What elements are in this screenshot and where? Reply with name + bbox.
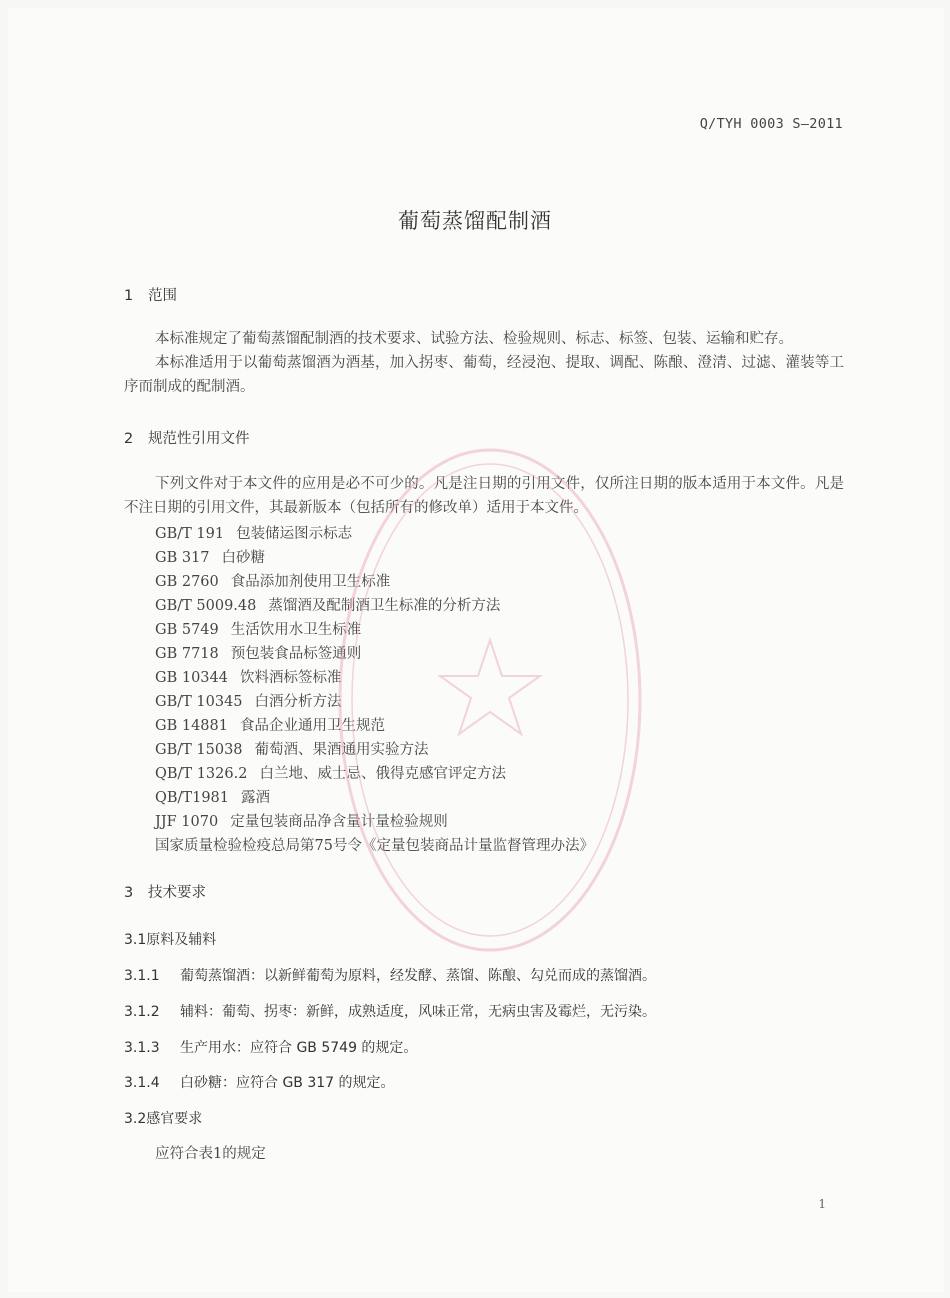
reference-item: GB 14881 食品企业通用卫生规范: [155, 718, 385, 734]
section-2-heading: [124, 427, 250, 448]
reference-item: JJF 1070 定量包装商品净含量计量检验规则: [155, 814, 448, 830]
clause-3-1-3: [124, 1037, 417, 1057]
document-number: Q/TYH 0003 S—2011: [699, 116, 843, 132]
reference-item: GB/T 15038 葡萄酒、果酒通用实验方法: [155, 742, 429, 758]
reference-item: GB 10344 饮料酒标签标准: [155, 670, 342, 686]
section-number: 2: [124, 431, 134, 447]
section-1-paragraph-1: 本标准规定了葡萄蒸馏配制酒的技术要求、试验方法、检验规则、标志、标签、包装、运输和贮存。: [155, 331, 793, 347]
reference-item: QB/T1981 露酒: [155, 790, 271, 806]
subsection-number: 3.1: [124, 932, 147, 948]
subsection-title: 感官要求: [146, 1111, 203, 1127]
subsection-3-1-heading: [124, 929, 216, 949]
section-title: 范围: [148, 288, 177, 304]
clause-number: 3.1.1: [124, 968, 160, 984]
reference-item-regulation: 国家质量检验检疫总局第75号令《定量包装商品计量监督管理办法》: [155, 838, 594, 854]
reference-item: GB 317 白砂糖: [155, 550, 266, 566]
reference-item: GB 7718 预包装食品标签通则: [155, 646, 362, 662]
clause-number: 3.1.3: [124, 1040, 160, 1056]
reference-item: GB/T 191 包装储运图示标志: [155, 526, 353, 542]
section-2-intro: 下列文件对于本文件的应用是必不可少的。凡是注日期的引用文件，仅所注日期的版本适用于本文件。凡是不注日期的引用文件，其最新版本（包括所有的修改单）适用于本文件。: [124, 476, 844, 516]
reference-item: GB 2760 食品添加剂使用卫生标准: [155, 574, 391, 590]
page-number: 1: [818, 1197, 826, 1211]
subsection-3-2-text: 应符合表1的规定: [155, 1146, 266, 1162]
section-title: 技术要求: [148, 885, 206, 901]
clause-3-1-2: [124, 1001, 656, 1021]
section-number: 1: [124, 288, 134, 304]
subsection-number: 3.2: [124, 1111, 147, 1127]
document-title: 葡萄蒸馏配制酒: [398, 209, 552, 233]
clause-number: 3.1.4: [124, 1075, 160, 1091]
section-title: 规范性引用文件: [148, 431, 250, 447]
clause-number: 3.1.2: [124, 1004, 160, 1020]
reference-item: GB/T 10345 白酒分析方法: [155, 694, 342, 710]
reference-item: GB 5749 生活饮用水卫生标准: [155, 622, 362, 638]
section-3-heading: [124, 881, 206, 902]
section-1-paragraph-2: 本标准适用于以葡萄蒸馏酒为酒基，加入拐枣、葡萄，经浸泡、提取、调配、陈酿、澄清、过滤、灌装等工序而制成的配制酒。: [124, 355, 844, 395]
document-page: [8, 8, 944, 1292]
section-number: 3: [124, 885, 134, 901]
clause-text: 葡萄蒸馏酒：以新鲜葡萄为原料，经发酵、蒸馏、陈酿、勾兑而成的蒸馏酒。: [180, 968, 656, 984]
reference-item: QB/T 1326.2 白兰地、威士忌、俄得克感官评定方法: [155, 766, 506, 782]
subsection-title: 原料及辅料: [146, 932, 217, 948]
clause-text: 生产用水：应符合 GB 5749 的规定。: [180, 1040, 418, 1056]
section-1-heading: [124, 284, 177, 305]
clause-text: 辅料：葡萄、拐枣：新鲜，成熟适度，风味正常，无病虫害及霉烂，无污染。: [180, 1004, 656, 1020]
subsection-3-2-heading: [124, 1108, 202, 1128]
clause-3-1-1: [124, 965, 656, 985]
clause-text: 白砂糖：应符合 GB 317 的规定。: [180, 1075, 395, 1091]
clause-3-1-4: [124, 1072, 395, 1092]
reference-item: GB/T 5009.48 蒸馏酒及配制酒卫生标准的分析方法: [155, 598, 501, 614]
